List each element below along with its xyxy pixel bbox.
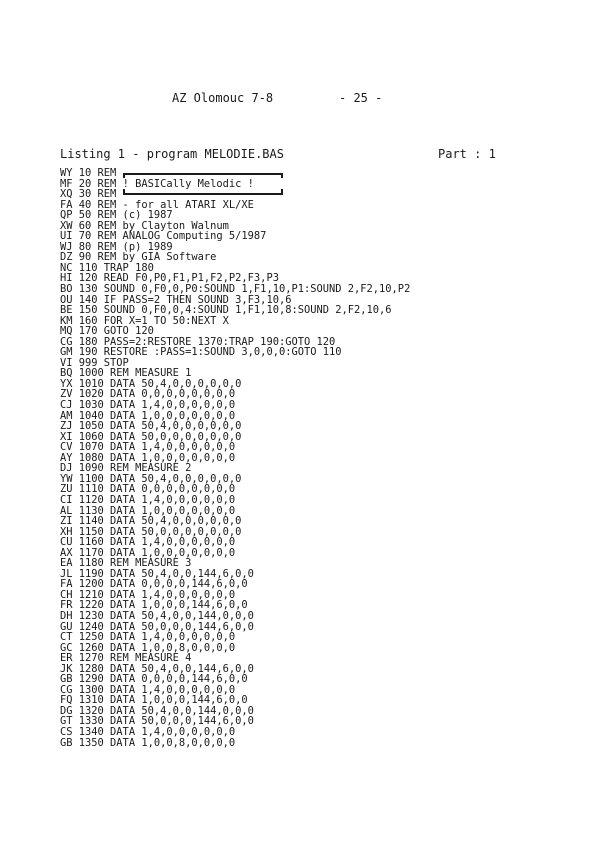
code-listing [60,168,410,748]
code-line-text: CG 180 PASS=2:RESTORE 1370:TRAP 190:GOTO 120 [60,335,336,348]
code-line-text: UI 70 REM ANALOG Computing 5/1987 [60,230,267,243]
header-title: AZ Olomouc 7-8 [172,91,274,105]
code-line-text: CI 1120 DATA 1,4,0,0,0,0,0,0 [60,493,236,506]
code-line-text: GB 1350 DATA 1,0,0,8,0,0,0,0 [60,736,236,749]
code-line-text: HI 120 READ F0,P0,F1,P1,F2,P2,F3,P3 [60,272,279,285]
code-line-text: OU 140 IF PASS=2 THEN SOUND 3,F3,10,6 [60,293,292,306]
code-line [60,738,410,749]
code-line-text: AX 1170 DATA 1,0,0,0,0,0,0,0 [60,546,236,559]
code-line-text: ZJ 1050 DATA 50,4,0,0,0,0,0,0 [60,420,242,433]
code-line-text: XI 1060 DATA 50,0,0,0,0,0,0,0 [60,430,242,443]
code-line-text: MF 20 REM [60,177,123,190]
code-line-text: ZU 1110 DATA 0,0,0,0,0,0,0,0 [60,483,236,496]
code-line-text: JL 1190 DATA 50,4,0,0,144,6,0,0 [60,567,254,580]
code-line-text: GC 1260 DATA 1,0,0,8,0,0,0,0 [60,641,236,654]
code-line-text: CG 1300 DATA 1,4,0,0,0,0,0,0 [60,683,236,696]
code-line-text: AY 1080 DATA 1,0,0,0,0,0,0,0 [60,451,236,464]
code-line-text: BQ 1000 REM MEASURE 1 [60,367,192,380]
code-line-text: DZ 90 REM by GIA Software [60,251,217,264]
code-line-text: QP 50 REM (c) 1987 [60,209,173,222]
code-line-text: YW 1100 DATA 50,4,0,0,0,0,0,0 [60,472,242,485]
code-line-text: ER 1270 REM MEASURE 4 [60,652,192,665]
code-line-text: FA 40 REM - for all ATARI XL/XE [60,198,254,211]
code-line-text: FR 1220 DATA 1,0,0,0,144,6,0,0 [60,599,248,612]
code-line-text: CV 1070 DATA 1,4,0,0,0,0,0,0 [60,441,236,454]
code-line-text: NC 110 TRAP 180 [60,261,154,274]
code-line-text: YX 1010 DATA 50,4,0,0,0,0,0,0 [60,377,242,390]
code-line-text: FQ 1310 DATA 1,0,0,0,144,6,0,0 [60,694,248,707]
code-line-text: EA 1180 REM MEASURE 3 [60,557,192,570]
code-line-text: AL 1130 DATA 1,0,0,0,0,0,0,0 [60,504,236,517]
page-number: - 25 - [339,91,383,105]
code-line-text: DG 1320 DATA 50,4,0,0,144,0,0,0 [60,704,254,717]
code-line-text: GB 1290 DATA 0,0,0,0,144,6,0,0 [60,673,248,686]
banner-text: ! BASICally Melodic ! [122,177,254,190]
code-line-text: GM 190 RESTORE :PASS=1:SOUND 3,0,0,0:GOTO 110 [60,346,342,359]
code-line-text: DH 1230 DATA 50,4,0,0,144,0,0,0 [60,609,254,622]
code-line-text: KM 160 FOR X=1 TO 50:NEXT X [60,314,229,327]
part-label: Part : 1 [438,147,496,161]
code-line-text: MQ 170 GOTO 120 [60,325,154,338]
code-line-text: GU 1240 DATA 50,0,0,0,144,6,0,0 [60,620,254,633]
code-line-text: XW 60 REM by Clayton Walnum [60,219,229,232]
code-line-text: WJ 80 REM (p) 1989 [60,240,173,253]
code-line-text: CU 1160 DATA 1,4,0,0,0,0,0,0 [60,536,236,549]
code-line-text: CH 1210 DATA 1,4,0,0,0,0,0,0 [60,588,236,601]
banner-box-top [123,169,283,177]
code-line-text: XH 1150 DATA 50,0,0,0,0,0,0,0 [60,525,242,538]
code-line-text: WY 10 REM [60,167,123,179]
code-line-text: VI 999 STOP [60,356,129,369]
code-line-text: ZI 1140 DATA 50,4,0,0,0,0,0,0 [60,515,242,528]
code-line-text: GT 1330 DATA 50,0,0,0,144,6,0,0 [60,715,254,728]
code-line-text: CJ 1030 DATA 1,4,0,0,0,0,0,0 [60,399,236,412]
code-line-text: BO 130 SOUND 0,F0,0,P0:SOUND 1,F1,10,P1:SOUND 2,F2,10,P2 [60,283,411,296]
listing-title: Listing 1 - program MELODIE.BAS [60,147,284,161]
code-line-text: DJ 1090 REM MEASURE 2 [60,462,192,475]
banner-box-bottom [123,190,283,198]
code-line-text: ZV 1020 DATA 0,0,0,0,0,0,0,0 [60,388,236,401]
code-line-text: XQ 30 REM [60,188,123,201]
code-line-text: JK 1280 DATA 50,4,0,0,144,6,0,0 [60,662,254,675]
code-line-text: CT 1250 DATA 1,4,0,0,0,0,0,0 [60,631,236,644]
code-line-text: CS 1340 DATA 1,4,0,0,0,0,0,0 [60,725,236,738]
code-line-text: BE 150 SOUND 0,F0,0,4:SOUND 1,F1,10,8:SOUND 2,F2,10,6 [60,304,392,317]
code-line-text: AM 1040 DATA 1,0,0,0,0,0,0,0 [60,409,236,422]
code-line-text: FA 1200 DATA 0,0,0,0,144,6,0,0 [60,578,248,591]
